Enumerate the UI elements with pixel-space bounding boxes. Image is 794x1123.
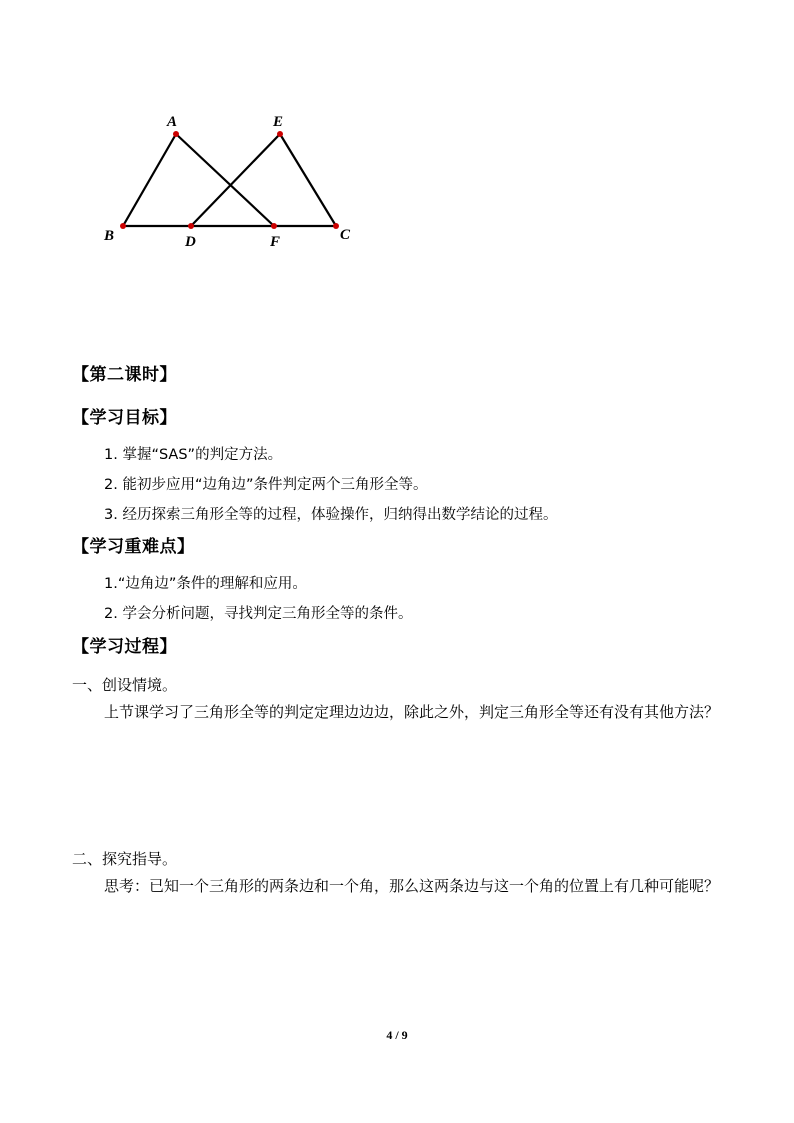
label-E: E xyxy=(273,114,284,130)
point-A xyxy=(173,131,179,137)
key-points-heading: 【学习重难点】 xyxy=(72,537,195,557)
section-2-text: 思考：已知一个三角形的两条边和一个角，那么这两条边与这一个角的位置上有几种可能呢？ xyxy=(104,877,720,895)
label-D: D xyxy=(185,234,196,250)
point-F xyxy=(271,223,277,229)
point-E xyxy=(277,131,283,137)
geometry-figure xyxy=(96,108,366,258)
label-C: C xyxy=(340,227,351,243)
section-2-title: 二、探究指导。 xyxy=(72,850,178,868)
key-point-item-2: 2. 学会分析问题，寻找判定三角形全等的条件。 xyxy=(104,606,413,622)
objective-item-3: 3. 经历探索三角形全等的过程，体验操作，归纳得出数学结论的过程。 xyxy=(104,507,558,523)
point-C xyxy=(333,223,339,229)
objectives-heading: 【学习目标】 xyxy=(72,408,177,428)
segment-ED xyxy=(191,134,280,226)
segment-AF xyxy=(176,134,274,226)
label-F: F xyxy=(270,234,281,250)
section-1-title: 一、创设情境。 xyxy=(72,676,178,694)
label-B: B xyxy=(104,228,115,244)
label-A: A xyxy=(167,114,178,130)
objective-item-1: 1. 掌握“SAS”的判定方法。 xyxy=(104,447,283,463)
key-point-item-1: 1.“边角边”条件的理解和应用。 xyxy=(104,576,307,592)
section-1-text: 上节课学习了三角形全等的判定定理边边边，除此之外，判定三角形全等还有没有其他方法？ xyxy=(104,703,720,721)
objective-item-2: 2. 能初步应用“边角边”条件判定两个三角形全等。 xyxy=(104,477,428,493)
segment-EC xyxy=(280,134,336,226)
triangle-diagram xyxy=(96,108,366,258)
point-D xyxy=(188,223,194,229)
process-heading: 【学习过程】 xyxy=(72,637,177,657)
point-B xyxy=(120,223,126,229)
segment-AB xyxy=(123,134,176,226)
lesson-heading: 【第二课时】 xyxy=(72,365,177,385)
page-number: 4 / 9 xyxy=(386,1028,408,1042)
